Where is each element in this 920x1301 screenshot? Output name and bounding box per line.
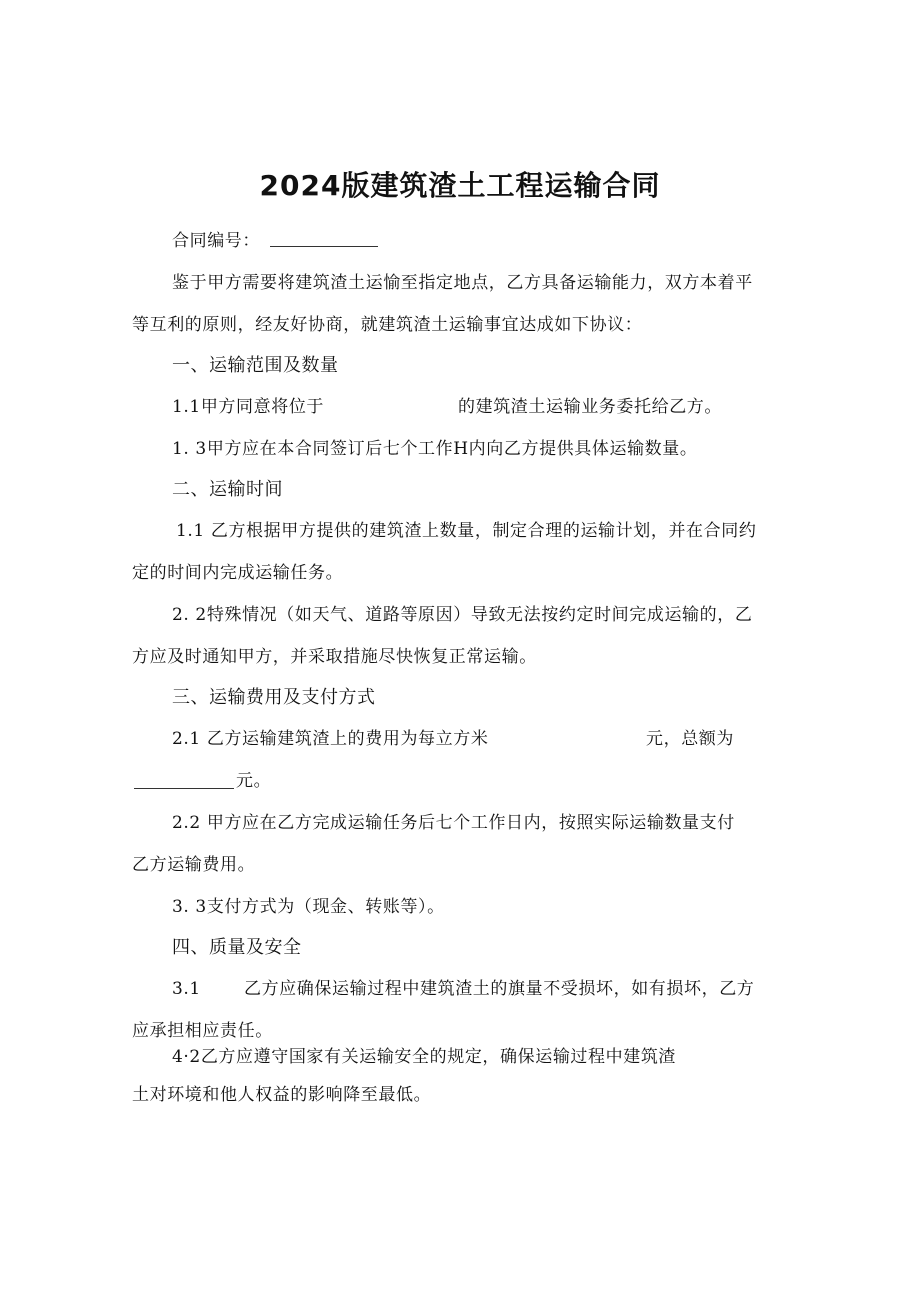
clause-1-3: 1. 3甲方应在本合同签订后七个工作H内向乙方提供具体运输数量。 (172, 439, 698, 459)
preamble-line-2: 等互利的原则，经友好协商，就建筑渣土运输事宜达成如下协议： (132, 315, 643, 335)
clause-1-1-part-1: 1.1甲方同意将位于 (172, 397, 325, 417)
clause-2-2-line-2: 方应及时通知甲方，并采取措施尽快恢复正常运输。 (132, 647, 537, 667)
clause-2-1-line-2: 定的时间内完成运输任务。 (132, 563, 344, 583)
contract-number-blank (270, 246, 378, 247)
section-heading-1: 一、运输范围及数量 (172, 355, 339, 376)
section-heading-2: 二、运输时间 (172, 479, 283, 500)
section-heading-4: 四、质量及安全 (172, 937, 302, 958)
clause-4-2-line-2: 土对环境和他人权益的影响降至最低。 (132, 1085, 432, 1105)
clause-3-2-line-1: 2.2 甲方应在乙方完成运输任务后七个工作日内，按照实际运输数量支付 (172, 813, 735, 833)
document-title: 2024版建筑渣土工程运输合同 (259, 169, 661, 202)
clause-4-1-line-1: 乙方应确保运输过程中建筑渣土的旗量不受损坏，如有损坏，乙方 (244, 979, 755, 999)
clause-2-2-line-1: 2. 2特殊情况（如天气、道路等原因）导致无法按约定时间完成运输的，乙 (172, 605, 753, 625)
clause-3-3: 3. 3支付方式为（现金、转账等）。 (172, 897, 445, 917)
section-heading-3: 三、运输费用及支付方式 (172, 687, 376, 708)
total-amount-blank (134, 788, 234, 789)
clause-3-1-part-1: 2.1 乙方运输建筑渣上的费用为每立方米 (172, 729, 489, 749)
clause-1-1-part-2: 的建筑渣土运输业务委托给乙方。 (458, 397, 722, 417)
clause-3-1-part-3: 元。 (236, 771, 272, 791)
clause-4-1-line-2: 应承担相应责任。 (132, 1021, 273, 1041)
clause-4-1-number: 3.1 (172, 979, 201, 999)
contract-number-label: 合同编号： (172, 231, 260, 251)
clause-4-2-line-1: 4·2乙方应遵守国家有关运输安全的规定，确保运输过程中建筑渣 (172, 1047, 677, 1067)
clause-3-1-part-2: 元，总额为 (646, 729, 734, 749)
preamble-line-1: 鉴于甲方需要将建筑渣土运愉至指定地点，乙方具备运输能力，双方本着平 (172, 273, 753, 293)
clause-2-1-line-1: 1.1 乙方根据甲方提供的建筑渣上数量，制定合理的运输计划，并在合同约 (176, 521, 757, 541)
clause-3-2-line-2: 乙方运输费用。 (132, 855, 256, 875)
